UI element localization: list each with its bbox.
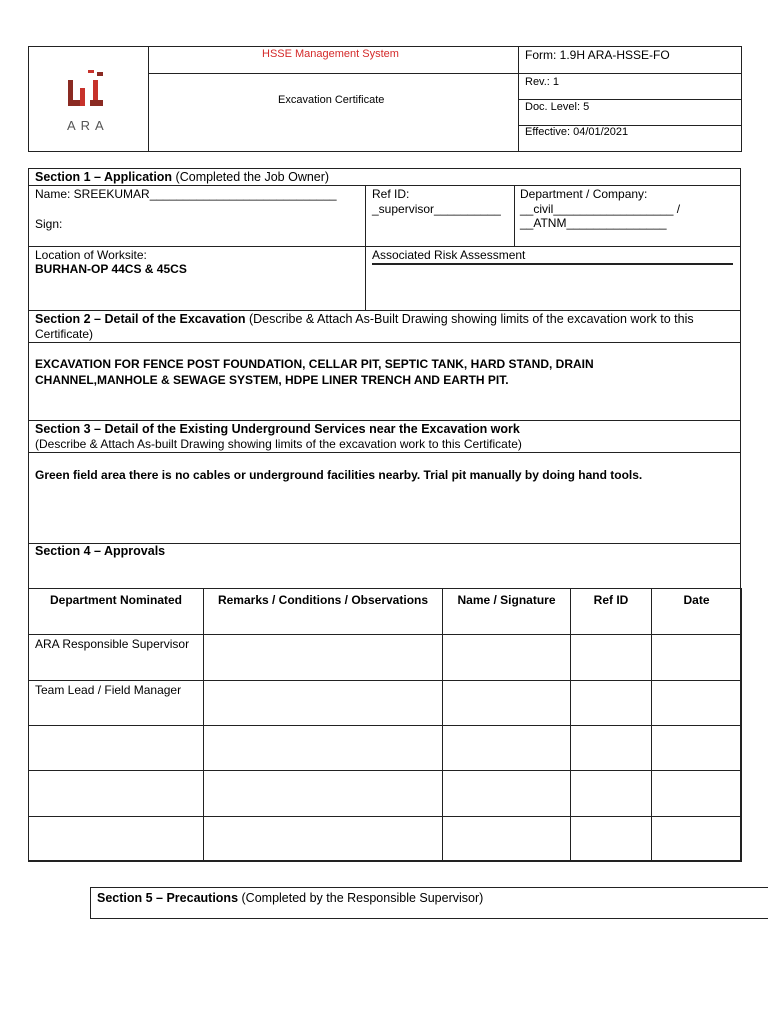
risk-assessment-label: Associated Risk Assessment bbox=[372, 248, 526, 262]
section5-header bbox=[97, 891, 483, 905]
section3-note: (Describe & Attach As-built Drawing showing limits of the excavation work to this Certificate) bbox=[35, 437, 522, 451]
location-value[interactable]: BURHAN-OP 44CS & 45CS bbox=[35, 262, 187, 276]
table-row bbox=[29, 726, 742, 771]
section3-heading: Section 3 – Detail of the Existing Underground Services near the Excavation work bbox=[35, 422, 520, 436]
section5-heading: Section 5 – Precautions bbox=[97, 891, 239, 905]
ref-id-cell[interactable] bbox=[571, 817, 652, 862]
column-header: Remarks / Conditions / Observations bbox=[204, 589, 443, 635]
section2-note-cont: Certificate) bbox=[35, 327, 94, 341]
section2-heading: Section 2 – Detail of the Excavation bbox=[35, 312, 246, 326]
ref-id-cell[interactable] bbox=[571, 635, 652, 681]
department-cell[interactable] bbox=[29, 817, 204, 862]
excavation-detail-line2[interactable]: CHANNEL,MANHOLE & SEWAGE SYSTEM, HDPE LINER TRENCH AND EARTH PIT. bbox=[35, 373, 509, 387]
date-cell[interactable] bbox=[652, 681, 742, 726]
logo-text: ARA bbox=[67, 118, 109, 133]
column-header: Name / Signature bbox=[443, 589, 571, 635]
department-cell[interactable] bbox=[29, 726, 204, 771]
column-header: Ref ID bbox=[571, 589, 652, 635]
remarks-cell[interactable] bbox=[204, 771, 443, 817]
date-cell[interactable] bbox=[652, 817, 742, 862]
department-cell[interactable]: ARA Responsible Supervisor bbox=[29, 635, 204, 681]
column-header: Department Nominated bbox=[29, 589, 204, 635]
signature-cell[interactable] bbox=[443, 726, 571, 771]
ref-id-cell[interactable] bbox=[571, 681, 652, 726]
approvals-header-row bbox=[29, 589, 742, 635]
document-title: Excavation Certificate bbox=[278, 94, 385, 106]
date-cell[interactable] bbox=[652, 771, 742, 817]
date-cell[interactable] bbox=[652, 726, 742, 771]
signature-cell[interactable] bbox=[443, 771, 571, 817]
table-row bbox=[29, 817, 742, 862]
department-cell[interactable]: Team Lead / Field Manager bbox=[29, 681, 204, 726]
effective-date: Effective: 04/01/2021 bbox=[525, 126, 629, 138]
section2-header bbox=[35, 312, 694, 326]
signature-cell[interactable] bbox=[443, 817, 571, 862]
section4-heading: Section 4 – Approvals bbox=[35, 544, 166, 558]
form-number: Form: 1.9H ARA-HSSE-FO bbox=[525, 48, 670, 62]
ara-logo bbox=[60, 66, 120, 138]
excavation-detail-line1[interactable]: EXCAVATION FOR FENCE POST FOUNDATION, CELLAR PIT, SEPTIC TANK, HARD STAND, DRAIN bbox=[35, 357, 594, 371]
remarks-cell[interactable] bbox=[204, 817, 443, 862]
table-row bbox=[29, 681, 742, 726]
location-label: Location of Worksite: bbox=[35, 248, 147, 262]
ref-id-cell[interactable] bbox=[571, 771, 652, 817]
doc-level: Doc. Level: 5 bbox=[525, 101, 590, 113]
department-label: Department / Company: bbox=[520, 187, 648, 201]
column-header: Date bbox=[652, 589, 742, 635]
department-cell[interactable] bbox=[29, 771, 204, 817]
approvals-table bbox=[28, 588, 742, 862]
section1-heading: Section 1 – Application bbox=[35, 170, 173, 184]
remarks-cell[interactable] bbox=[204, 726, 443, 771]
ara-logo-mark-icon bbox=[60, 66, 120, 110]
section1-header bbox=[35, 170, 329, 184]
section2-note: (Describe & Attach As-Built Drawing showing limits of the excavation work to this bbox=[248, 312, 694, 326]
section1-note: (Completed the Job Owner) bbox=[175, 170, 330, 184]
table-row bbox=[29, 635, 742, 681]
department-field[interactable]: __civil__________________ / bbox=[520, 202, 681, 216]
remarks-cell[interactable] bbox=[204, 681, 443, 726]
section5-note: (Completed by the Responsible Supervisor) bbox=[241, 891, 484, 905]
risk-assessment-underline bbox=[372, 263, 733, 265]
underground-services-detail[interactable]: Green field area there is no cables or underground facilities nearby. Trial pit manually by doing hand tools. bbox=[35, 468, 643, 482]
revision: Rev.: 1 bbox=[525, 76, 560, 88]
system-title: HSSE Management System bbox=[262, 48, 399, 60]
ref-id-label: Ref ID: bbox=[372, 187, 410, 201]
ref-id-cell[interactable] bbox=[571, 726, 652, 771]
signature-cell[interactable] bbox=[443, 681, 571, 726]
ref-id-field[interactable]: _supervisor__________ bbox=[372, 202, 501, 216]
sign-field[interactable]: Sign: bbox=[35, 217, 63, 231]
remarks-cell[interactable] bbox=[204, 635, 443, 681]
company-field[interactable]: __ATNM_______________ bbox=[520, 216, 667, 230]
signature-cell[interactable] bbox=[443, 635, 571, 681]
table-row bbox=[29, 771, 742, 817]
name-field[interactable]: Name: SREEKUMAR____________________________ bbox=[35, 187, 337, 201]
date-cell[interactable] bbox=[652, 635, 742, 681]
